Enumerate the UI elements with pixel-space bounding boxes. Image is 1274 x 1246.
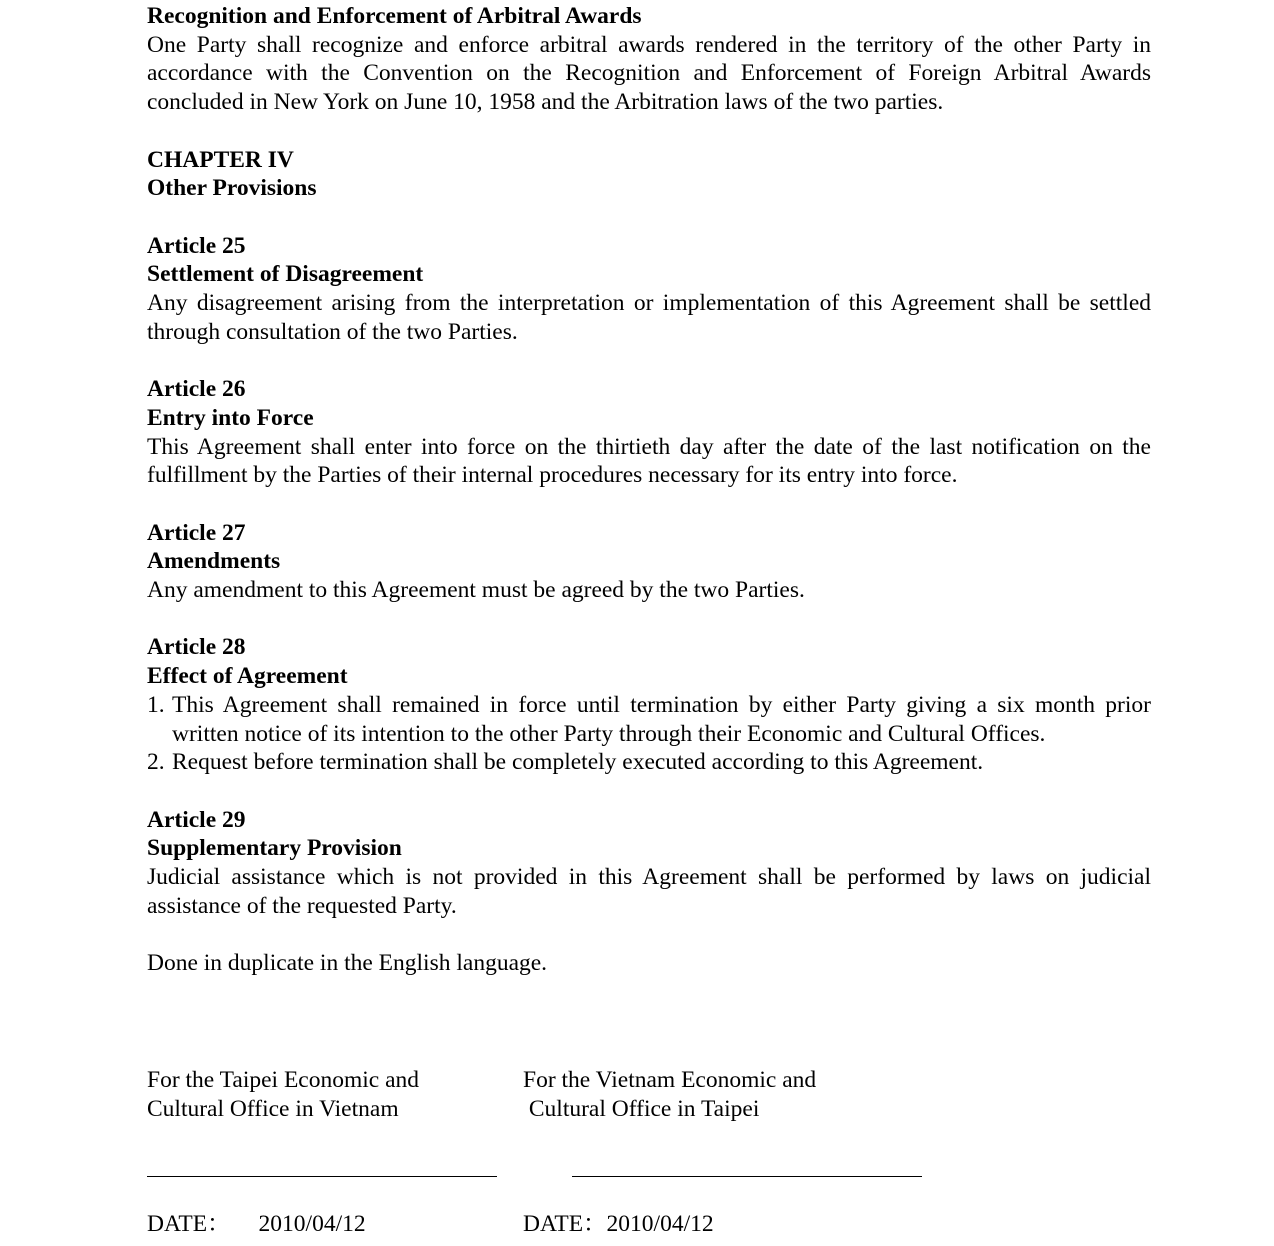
list-item-number: 1. <box>147 691 165 718</box>
signature-line-left <box>147 1176 497 1178</box>
article-28-number: Article 28 <box>147 634 246 661</box>
article-27-number: Article 27 <box>147 519 246 546</box>
date-right <box>523 1210 714 1239</box>
closing-statement: Done in duplicate in the English language. <box>147 950 548 977</box>
date-left-label: DATE： <box>147 1211 231 1237</box>
article-26-body: This Agreement shall enter into force on the thirtieth day after the date of the last notification on the fulfillment by the Parties of their internal procedures necessary for its entry into force. <box>147 433 1151 489</box>
signatory-right <box>523 1066 816 1123</box>
signatory-right-line2: Cultural Office in Taipei <box>523 1095 760 1122</box>
chapter-title: Other Provisions <box>147 175 317 202</box>
article-29-number: Article 29 <box>147 806 246 833</box>
article-25-number: Article 25 <box>147 232 246 259</box>
article-26-number: Article 26 <box>147 376 246 403</box>
list-item-text: This Agreement shall remained in force until termination by either Party giving a six month prior written notice of its intention to the other Party through their Economic and Cultural Offices. <box>172 691 1151 747</box>
signatory-right-line1: For the Vietnam Economic and <box>523 1067 817 1093</box>
chapter-number: CHAPTER IV <box>147 146 294 173</box>
article-28-title: Effect of Agreement <box>147 663 348 690</box>
article-29-title: Supplementary Provision <box>147 835 402 862</box>
document-page <box>147 2 1151 978</box>
signatory-left-line1: For the Taipei Economic and <box>147 1067 420 1093</box>
signatory-left <box>147 1066 419 1123</box>
article-24-heading: Recognition and Enforcement of Arbitral Awards <box>147 3 642 29</box>
signature-line-right <box>572 1176 922 1178</box>
date-right-label: DATE： <box>523 1211 607 1237</box>
article-24-body: One Party shall recognize and enforce arbitral awards rendered in the territory of the other Party in accordance with the Convention on the Recognition and Enforcement of Foreign Arbitral Awards concluded in New York on June 10, 1958 and the Arbitration laws of the two parties. <box>147 31 1151 116</box>
article-27-title: Amendments <box>147 548 281 575</box>
date-left-value: 2010/04/12 <box>258 1211 366 1237</box>
article-25-title: Settlement of Disagreement <box>147 261 424 288</box>
list-item-text: Request before termination shall be completely executed according to this Agreement. <box>172 749 984 776</box>
article-29-body: Judicial assistance which is not provided in this Agreement shall be performed by laws on judicial assistance of the requested Party. <box>147 864 1151 919</box>
article-28-list <box>147 691 1151 777</box>
article-26-title: Entry into Force <box>147 404 314 431</box>
list-item-number: 2. <box>147 749 165 776</box>
signatory-left-line2: Cultural Office in Vietnam <box>147 1095 399 1122</box>
list-item <box>147 748 1151 777</box>
date-left <box>147 1210 366 1239</box>
list-item <box>147 691 1151 748</box>
article-25-body: Any disagreement arising from the interpretation or implementation of this Agreement shall be settled through consultation of the two Parties. <box>147 290 1151 345</box>
article-27-body: Any amendment to this Agreement must be agreed by the two Parties. <box>147 577 805 603</box>
date-right-value: 2010/04/12 <box>606 1211 714 1237</box>
